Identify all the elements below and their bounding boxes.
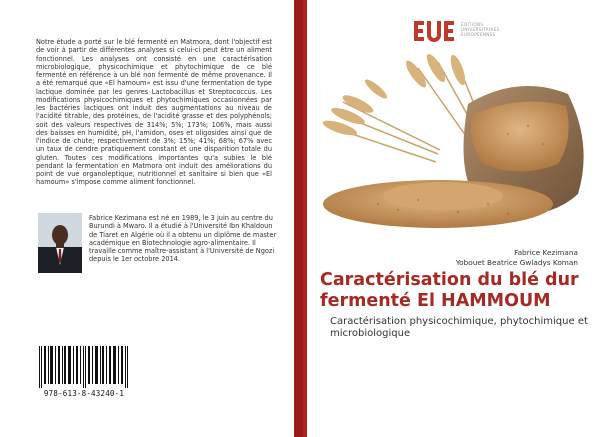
author-2: Yobouet Beatrice Gwladys Koman: [455, 258, 578, 267]
author-bio: Fabrice Kezimana est né en 1989, le 3 juin au centre du Burundi à Mwaro. Il a étudié à l'Université Ibn Khaldoun de Tiaret en Algérie où il a obtenu un diplôme de master académique en Biotechnologie agro-alimentaire. Il travaille comme maître-assistant à l'Université de Ngozi depuis le 1er octobre 2014.: [89, 214, 277, 264]
spine: [294, 0, 303, 437]
isbn-barcode: [36, 342, 132, 402]
author-1: Fabrice Kezimana: [514, 248, 578, 257]
book-title: Caractérisation du blé dur fermenté El HAMMOUM: [320, 270, 579, 311]
abstract-text: Notre étude a porté sur le blé fermenté en Matmora, dont l'objectif est de voir à partir de différentes analyses si celui-ci peut être un aliment fonctionnel. Les analyses ont consisté en une caractérisation microbiologique, physicochimique et phytochimique de ce blé fermenté en référence à un blé non fermenté de même provenance. Il a été remarqué que «El hamoum» est issu d'une fermentation de type lactique dominée par les genres Lactobacillus et Streptococcus. Les modifications physicochimiques et phytochimiques occasionnées par les bactéries lactiques ont induit des augmentations au niveau de l'acidité titrable, des protéines, de l'acidité grasse et des polyphénols; soit des valeurs respectives de 314%; 5%; 173%; 106%, mais aussi des baisses en humidité, pH, l'amidon, oses et oligosides ainsi que de l'indice de chute; respectivement de 3%; 15%; 41%; 68%; 67% avec un taux de cendre pratiquement constant et une disparition totale du gluten. Toutes ces modifications importantes qu'a subies le blé pendant la fermentation en Matmora ont induit des améliorations du point de vue organoleptique, nutritionnel et sanitaire si bien que «El hamoum» s'impose comme aliment fonctionnel.: [36, 38, 272, 187]
book-subtitle: Caractérisation physicochimique, phytochimique et microbiologique: [330, 316, 588, 339]
front-red-bar: [303, 0, 307, 437]
wheat-sack-image: [318, 54, 593, 230]
publisher-name: ÉDITIONS UNIVERSITAIRES EUROPÉENNES: [461, 22, 500, 38]
isbn-number: 978-613-8-43240-1: [43, 389, 125, 398]
back-cover: [0, 0, 295, 437]
author-photo: [38, 213, 82, 273]
